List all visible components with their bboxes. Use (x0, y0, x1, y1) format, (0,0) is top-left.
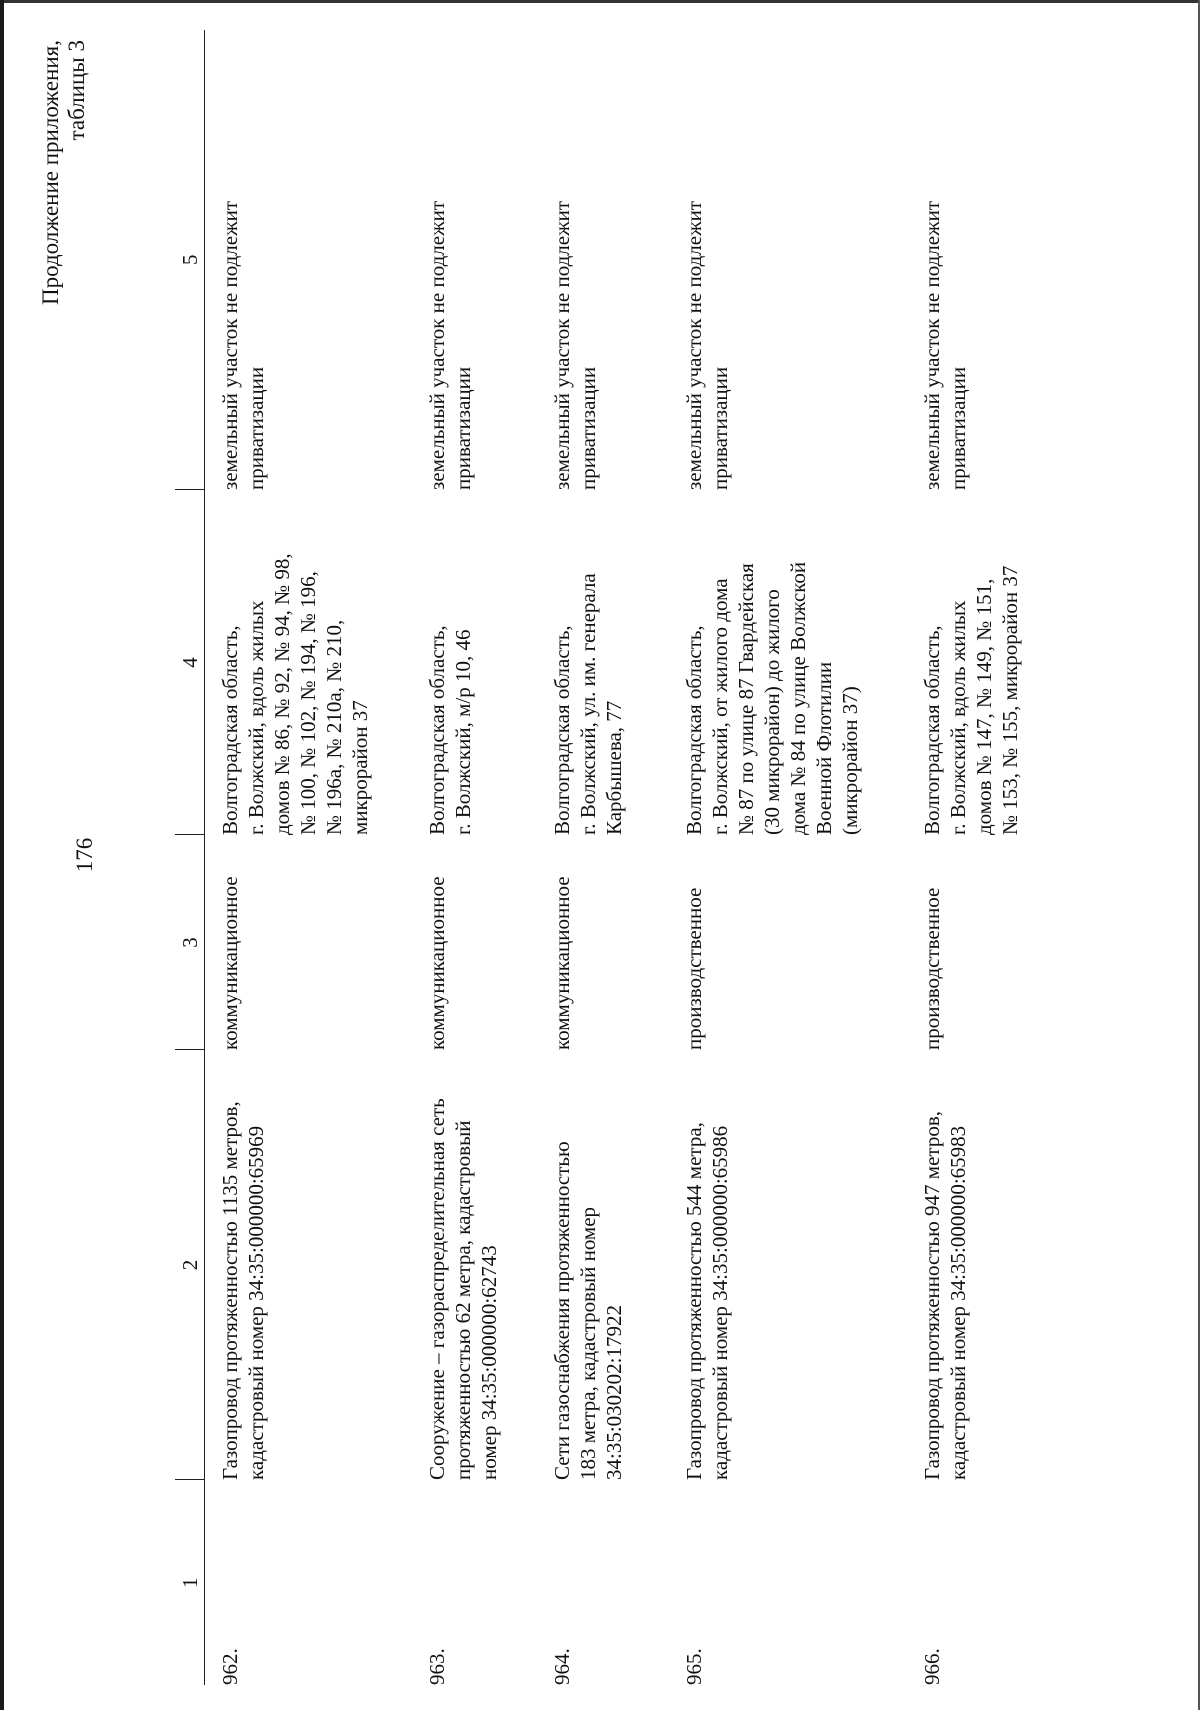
object-type: производственное (920, 887, 945, 1050)
page-number: 176 (72, 837, 97, 873)
object-name: Газопровод протяженностью 947 метров, кадастровый номер 34:35:000000:65983 (920, 1111, 971, 1480)
object-address: Волгоградская область, г. Волжский, вдоль жилых домов № 147, № 149, № 151, № 153, № 155, микрорайон 37 (920, 565, 1023, 835)
object-type: коммуникационное (218, 876, 242, 1050)
row-number: 963. (424, 1648, 449, 1685)
property-table (175, 30, 1200, 1685)
object-note: земельный участок не подлежит приватизации (218, 200, 268, 490)
object-note: земельный участок не подлежит приватизации (424, 200, 475, 490)
object-address: Волгоградская область, г. Волжский, вдоль жилых домов № 86, № 92, № 94, № 98, № 100, № 102, № 194, № 196, № 196а, № 210а, № 210, микрорайон 37 (218, 553, 372, 835)
table-row (412, 30, 538, 1685)
caption-line-1: Продолжение приложения, (38, 40, 63, 305)
table-row (537, 30, 668, 1685)
header-row (175, 30, 205, 1685)
row-number: 964. (550, 1648, 575, 1685)
object-name: Газопровод протяженностью 1135 метров, кадастровый номер 34:35:000000:65969 (218, 1101, 268, 1480)
header-col-4: 4 (175, 490, 205, 835)
table-row (907, 30, 1200, 1685)
object-type: коммуникационное (550, 876, 575, 1050)
object-type: производственное (681, 887, 706, 1050)
table-row (205, 30, 412, 1685)
object-address: Волгоградская область, г. Волжский, м/р 10, 46 (424, 625, 475, 835)
row-number: 962. (218, 1648, 242, 1685)
object-name: Газопровод протяженностью 544 метра, кадастровый номер 34:35:000000:65986 (681, 1122, 732, 1480)
caption-line-2: таблицы 3 (64, 40, 89, 141)
row-number: 965. (681, 1648, 706, 1685)
row-number: 966. (920, 1648, 945, 1685)
object-name: Сооружение – газораспределительная сеть протяженностью 62 метра, кадастровый номер 34:35:000000:62743 (424, 1098, 501, 1480)
header-col-3: 3 (175, 835, 205, 1050)
object-note: земельный участок не подлежит приватизации (681, 200, 732, 490)
object-address: Волгоградская область, г. Волжский, ул. им. генерала Карбышева, 77 (550, 573, 627, 835)
object-type: коммуникационное (424, 876, 449, 1050)
table-continuation-caption (38, 40, 90, 400)
header-col-2: 2 (175, 1050, 205, 1480)
table-row (669, 30, 908, 1685)
header-col-1: 1 (175, 1480, 205, 1685)
object-name: Сети газоснабжения протяженностью 183 метра, кадастровый номер 34:35:030202:17922 (550, 1141, 627, 1480)
object-note: земельный участок не подлежит приватизации (920, 200, 971, 490)
header-col-5: 5 (175, 30, 205, 490)
object-address: Волгоградская область, г. Волжский, от жилого дома № 87 по улице 87 Гвардейская (30 микрорайон) до жилого дома № 84 по улице Волжской Военной Флотилии (микрорайон 37) (681, 561, 862, 835)
object-note: земельный участок не подлежит приватизации (550, 200, 601, 490)
